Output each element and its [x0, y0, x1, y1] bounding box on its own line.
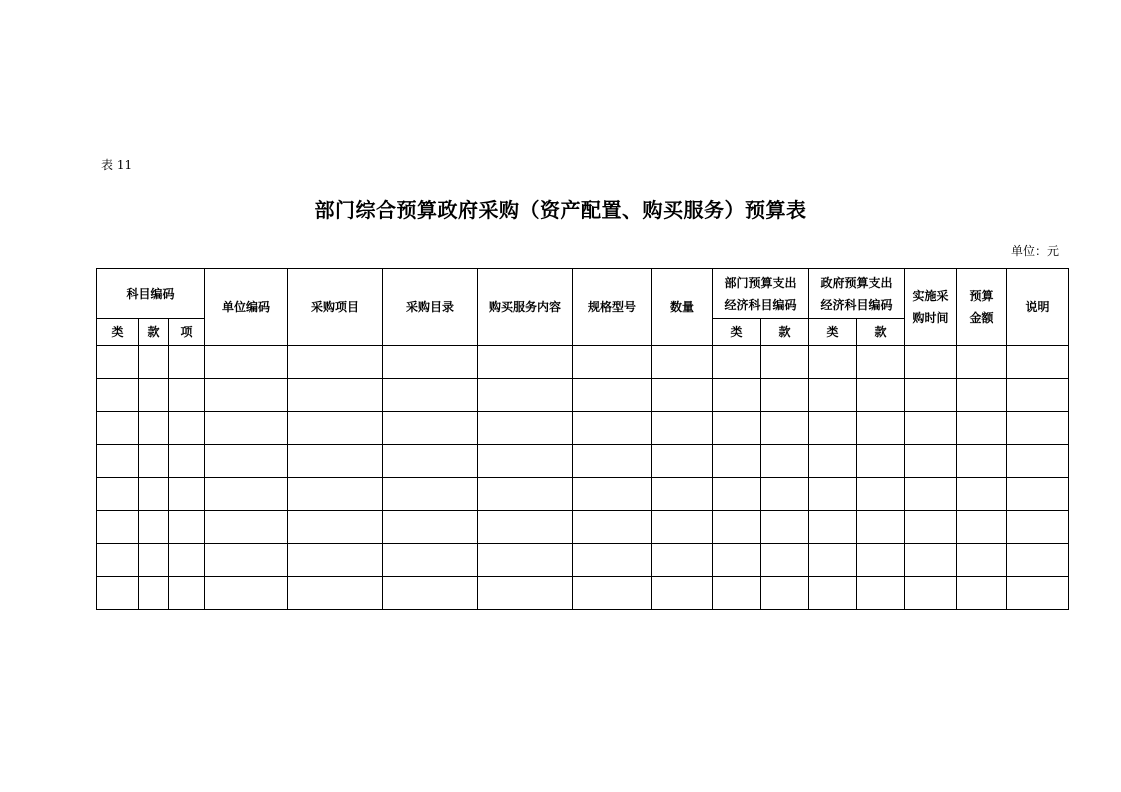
- table-cell[interactable]: [478, 478, 573, 511]
- table-cell[interactable]: [97, 544, 139, 577]
- table-cell[interactable]: [957, 346, 1007, 379]
- table-cell[interactable]: [478, 511, 573, 544]
- table-cell[interactable]: [478, 412, 573, 445]
- table-cell[interactable]: [761, 511, 809, 544]
- table-cell[interactable]: [857, 478, 905, 511]
- table-cell[interactable]: [713, 544, 761, 577]
- table-cell[interactable]: [573, 478, 652, 511]
- table-cell[interactable]: [169, 544, 205, 577]
- table-cell[interactable]: [139, 577, 169, 610]
- table-cell[interactable]: [288, 544, 383, 577]
- table-cell[interactable]: [809, 577, 857, 610]
- table-cell[interactable]: [97, 577, 139, 610]
- table-cell[interactable]: [809, 445, 857, 478]
- table-cell[interactable]: [857, 511, 905, 544]
- table-cell[interactable]: [139, 346, 169, 379]
- header-subject-lei: 类: [97, 319, 139, 346]
- table-cell[interactable]: [139, 445, 169, 478]
- table-cell[interactable]: [1007, 577, 1069, 610]
- table-cell[interactable]: [905, 379, 957, 412]
- table-cell[interactable]: [288, 478, 383, 511]
- table-cell[interactable]: [573, 412, 652, 445]
- header-service-content: 购买服务内容: [478, 269, 573, 346]
- header-budget-amount-line2: 金额: [969, 311, 994, 325]
- table-cell[interactable]: [905, 577, 957, 610]
- table-cell[interactable]: [652, 511, 713, 544]
- table-cell[interactable]: [169, 412, 205, 445]
- header-unit-code: 单位编码: [205, 269, 288, 346]
- table-row: [97, 412, 1069, 445]
- table-cell[interactable]: [957, 577, 1007, 610]
- table-cell[interactable]: [713, 346, 761, 379]
- table-cell[interactable]: [573, 445, 652, 478]
- header-dept-budget-code: [713, 269, 809, 319]
- table-cell[interactable]: [713, 412, 761, 445]
- header-remark: 说明: [1007, 269, 1069, 346]
- table-cell[interactable]: [478, 445, 573, 478]
- table-cell[interactable]: [205, 511, 288, 544]
- table-cell[interactable]: [97, 412, 139, 445]
- table-cell[interactable]: [169, 577, 205, 610]
- table-cell[interactable]: [905, 412, 957, 445]
- table-cell[interactable]: [169, 511, 205, 544]
- table-cell[interactable]: [905, 346, 957, 379]
- table-cell[interactable]: [383, 544, 478, 577]
- table-cell[interactable]: [857, 445, 905, 478]
- table-number: 表 11: [101, 158, 133, 172]
- table-cell[interactable]: [761, 445, 809, 478]
- table-cell[interactable]: [139, 412, 169, 445]
- table-cell[interactable]: [383, 511, 478, 544]
- header-subject-code: 科目编码: [97, 269, 205, 319]
- table-row: [97, 445, 1069, 478]
- table-cell[interactable]: [139, 379, 169, 412]
- table-cell[interactable]: [1007, 445, 1069, 478]
- table-cell[interactable]: [809, 478, 857, 511]
- table-cell[interactable]: [573, 577, 652, 610]
- table-cell[interactable]: [383, 379, 478, 412]
- table-cell[interactable]: [383, 478, 478, 511]
- table-cell[interactable]: [205, 544, 288, 577]
- table-cell[interactable]: [573, 511, 652, 544]
- table-cell[interactable]: [857, 379, 905, 412]
- table-cell[interactable]: [288, 346, 383, 379]
- table-cell[interactable]: [205, 379, 288, 412]
- table-cell[interactable]: [288, 511, 383, 544]
- table-cell[interactable]: [1007, 511, 1069, 544]
- table-row: [97, 544, 1069, 577]
- table-cell[interactable]: [169, 478, 205, 511]
- table-cell[interactable]: [652, 346, 713, 379]
- table-cell[interactable]: [169, 445, 205, 478]
- header-budget-amount-line1: 预算: [969, 289, 994, 303]
- table-cell[interactable]: [97, 379, 139, 412]
- table-cell[interactable]: [383, 577, 478, 610]
- table-cell[interactable]: [383, 412, 478, 445]
- table-cell[interactable]: [713, 478, 761, 511]
- table-cell[interactable]: [652, 379, 713, 412]
- table-cell[interactable]: [205, 412, 288, 445]
- table-row: [97, 346, 1069, 379]
- table-cell[interactable]: [478, 379, 573, 412]
- header-impl-time: [905, 269, 957, 346]
- table-cell[interactable]: [761, 577, 809, 610]
- table-cell[interactable]: [139, 478, 169, 511]
- header-budget-amount: [957, 269, 1007, 346]
- table-cell[interactable]: [857, 544, 905, 577]
- table-cell[interactable]: [761, 478, 809, 511]
- table-cell[interactable]: [1007, 412, 1069, 445]
- table-cell[interactable]: [573, 544, 652, 577]
- header-gov-lei: 类: [809, 319, 857, 346]
- header-spec-model: 规格型号: [573, 269, 652, 346]
- table-cell[interactable]: [809, 346, 857, 379]
- table-cell[interactable]: [478, 346, 573, 379]
- table-cell[interactable]: [573, 379, 652, 412]
- table-cell[interactable]: [857, 346, 905, 379]
- table-cell[interactable]: [809, 412, 857, 445]
- table-cell[interactable]: [809, 511, 857, 544]
- table-cell[interactable]: [1007, 478, 1069, 511]
- table-cell[interactable]: [573, 346, 652, 379]
- header-impl-time-line2: 购时间: [912, 311, 949, 325]
- table-cell[interactable]: [652, 445, 713, 478]
- table-cell[interactable]: [761, 346, 809, 379]
- table-cell[interactable]: [478, 577, 573, 610]
- table-cell[interactable]: [97, 478, 139, 511]
- table-cell[interactable]: [761, 544, 809, 577]
- table-cell[interactable]: [288, 412, 383, 445]
- table-row: [97, 379, 1069, 412]
- table-cell[interactable]: [905, 445, 957, 478]
- table-cell[interactable]: [288, 445, 383, 478]
- table-cell[interactable]: [957, 379, 1007, 412]
- header-gov-kuan: 款: [857, 319, 905, 346]
- header-dept-lei: 类: [713, 319, 761, 346]
- table-cell[interactable]: [761, 379, 809, 412]
- table-cell[interactable]: [957, 478, 1007, 511]
- table-cell[interactable]: [97, 511, 139, 544]
- table-cell[interactable]: [905, 478, 957, 511]
- table-cell[interactable]: [652, 478, 713, 511]
- table-cell[interactable]: [652, 544, 713, 577]
- table-cell[interactable]: [652, 412, 713, 445]
- header-procurement-item: 采购项目: [288, 269, 383, 346]
- table-cell[interactable]: [169, 379, 205, 412]
- table-cell[interactable]: [169, 346, 205, 379]
- table-cell[interactable]: [713, 577, 761, 610]
- table-cell[interactable]: [205, 346, 288, 379]
- table-cell[interactable]: [139, 544, 169, 577]
- table-cell[interactable]: [139, 511, 169, 544]
- header-subject-xiang: 项: [169, 319, 205, 346]
- table-cell[interactable]: [383, 445, 478, 478]
- table-cell[interactable]: [809, 379, 857, 412]
- table-cell[interactable]: [1007, 544, 1069, 577]
- header-dept-kuan: 款: [761, 319, 809, 346]
- table-row: [97, 511, 1069, 544]
- table-cell[interactable]: [957, 412, 1007, 445]
- table-cell[interactable]: [478, 544, 573, 577]
- table-cell[interactable]: [205, 478, 288, 511]
- header-procurement-catalog: 采购目录: [383, 269, 478, 346]
- header-subject-kuan: 款: [139, 319, 169, 346]
- table-cell[interactable]: [905, 544, 957, 577]
- table-cell[interactable]: [1007, 346, 1069, 379]
- table-cell[interactable]: [809, 544, 857, 577]
- table-cell[interactable]: [288, 577, 383, 610]
- table-cell[interactable]: [713, 445, 761, 478]
- header-impl-time-line1: 实施采: [912, 289, 949, 303]
- table-cell[interactable]: [905, 511, 957, 544]
- table-cell[interactable]: [761, 412, 809, 445]
- header-gov-budget-line1: 政府预算支出: [820, 275, 893, 290]
- table-cell[interactable]: [957, 445, 1007, 478]
- table-cell[interactable]: [1007, 379, 1069, 412]
- header-dept-budget-line2: 经济科目编码: [724, 297, 797, 312]
- table-cell[interactable]: [288, 379, 383, 412]
- table-cell[interactable]: [205, 445, 288, 478]
- header-gov-budget-code: [809, 269, 905, 319]
- table-row: [97, 478, 1069, 511]
- table-cell[interactable]: [713, 379, 761, 412]
- table-cell[interactable]: [97, 445, 139, 478]
- header-quantity: 数量: [652, 269, 713, 346]
- table-row: [97, 577, 1069, 610]
- table-cell[interactable]: [713, 511, 761, 544]
- table-cell[interactable]: [957, 511, 1007, 544]
- table-cell[interactable]: [857, 412, 905, 445]
- header-dept-budget-line1: 部门预算支出: [724, 275, 797, 290]
- table-cell[interactable]: [97, 346, 139, 379]
- table-cell[interactable]: [205, 577, 288, 610]
- table-cell[interactable]: [652, 577, 713, 610]
- header-gov-budget-line2: 经济科目编码: [820, 297, 893, 312]
- table-cell[interactable]: [857, 577, 905, 610]
- table-cell[interactable]: [957, 544, 1007, 577]
- page-title: 部门综合预算政府采购（资产配置、购买服务）预算表: [314, 198, 807, 222]
- budget-table: [96, 268, 1069, 610]
- unit-label: 单位：元: [1010, 244, 1059, 258]
- table-cell[interactable]: [383, 346, 478, 379]
